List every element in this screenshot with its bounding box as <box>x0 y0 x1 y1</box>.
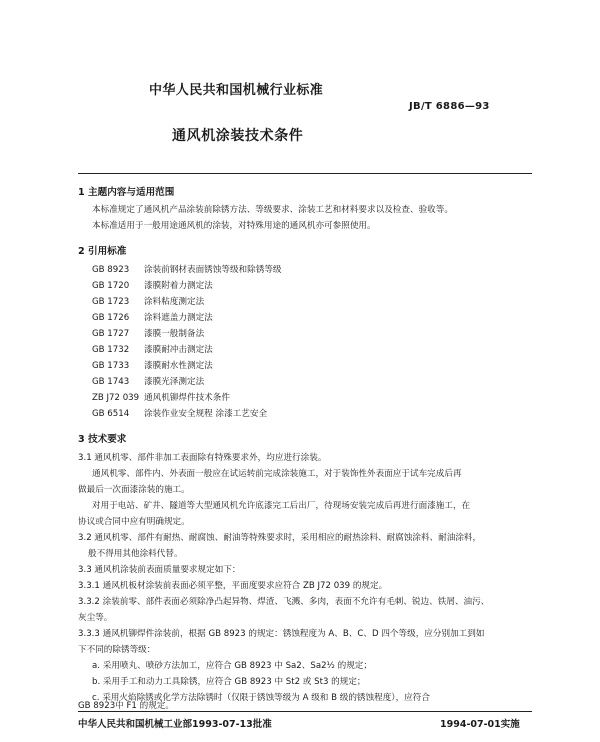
clause-text: 下不同的除锈等级： <box>78 645 156 655</box>
reference-title: 涂料粘度测定法 <box>144 297 205 307</box>
reference-title: 漆膜耐冲击测定法 <box>144 345 213 355</box>
clause-text: 灰尘等。 <box>78 613 113 623</box>
reference-title: 漆膜光泽测定法 <box>144 377 205 387</box>
clause-3-1: 3.1 通风机零、部件非加工表面除有特殊要求外，均应进行涂装。 <box>78 453 327 463</box>
implementation-date: 1994-07-01实施 <box>440 719 520 730</box>
reference-code: GB 8923 <box>92 265 130 275</box>
reference-item <box>92 343 213 355</box>
section-1-paragraph: 本标准适用于一般用途通风机的涂装，对特殊用途的通风机亦可参照使用。 <box>92 221 376 231</box>
reference-item <box>92 295 204 307</box>
reference-item <box>92 375 204 387</box>
approval-info: 中华人民共和国机械工业部1993-07-13批准 <box>78 719 272 730</box>
reference-code: GB 1743 <box>92 377 130 387</box>
section-3-heading: 3 技术要求 <box>78 434 127 445</box>
reference-title: 漆膜附着力测定法 <box>144 281 213 291</box>
reference-item <box>92 263 282 275</box>
clause-3-3-1: 3.3.1 通风机板材涂装前表面必须平整，平面度要求应符合 ZB J72 039 的规定。 <box>78 581 388 591</box>
reference-item <box>92 327 204 339</box>
section-1-heading: 1 主题内容与适用范围 <box>78 187 175 198</box>
reference-item <box>92 391 230 403</box>
clause-text: 般不得用其他涂料代替。 <box>88 549 183 559</box>
clause-3-2: 3.2 通风机零、部件有耐热、耐腐蚀、耐油等特殊要求时，采用相应的耐热涂料、耐腐蚀涂料、耐油涂料， <box>78 533 482 543</box>
reference-title: 通风机铆焊件技术条件 <box>144 393 230 403</box>
reference-item <box>92 311 213 323</box>
footer-divider <box>78 711 532 712</box>
reference-item <box>92 407 267 419</box>
reference-code: GB 1726 <box>92 313 130 323</box>
section-2-heading: 2 引用标准 <box>78 246 127 257</box>
standard-code: JB/T 6886—93 <box>409 101 490 112</box>
list-item-c: c. 采用火焰除锈或化学方法除锈时（仅限于锈蚀等级为 A 级和 B 级的锈蚀程度），应符合 <box>92 693 430 703</box>
clause-text: 协议或合同中应有明确规定。 <box>78 517 190 527</box>
reference-code: GB 1727 <box>92 329 130 339</box>
clause-text: 通风机零、部件内、外表面一般应在试运转前完成涂装施工，对于装饰性外表面应于试车完成后再 <box>92 469 462 479</box>
reference-title: 漆膜耐水性测定法 <box>144 361 213 371</box>
reference-item <box>92 279 213 291</box>
reference-code: GB 1733 <box>92 361 130 371</box>
reference-code: GB 1732 <box>92 345 130 355</box>
standard-organization: 中华人民共和国机械行业标准 <box>149 83 324 98</box>
list-item-b: b. 采用手工和动力工具除锈，应符合 GB 8923 中 St2 或 St3 的规定； <box>92 677 366 687</box>
section-1-paragraph: 本标准规定了通风机产品涂装前除锈方法、等级要求、涂装工艺和材料要求以及检查、验收等。 <box>92 205 453 215</box>
reference-title: 涂装作业安全规程 涂漆工艺安全 <box>144 409 268 419</box>
clause-3-3-3: 3.3.3 通风机铆焊件涂装前，根据 GB 8923 的规定：锈蚀程度为 A、B、C、D 四个等级，应分别加工到如 <box>78 629 485 639</box>
clause-text: 做最后一次面漆涂装的施工。 <box>78 485 190 495</box>
reference-code: ZB J72 039 <box>92 393 140 403</box>
header-divider <box>78 173 532 174</box>
reference-title: 涂料遮盖力测定法 <box>144 313 213 323</box>
clause-3-3-2: 3.3.2 涂装前零、部件表面必须除净凸起异物、焊渣、飞溅、多肉，表面不允许有毛刺、锐边、铁屑、油污、 <box>78 597 490 607</box>
reference-code: GB 6514 <box>92 409 130 419</box>
reference-code: GB 1723 <box>92 297 130 307</box>
clause-text: GB 8923中 F1 的规定。 <box>78 701 175 711</box>
reference-title: 涂装前钢材表面锈蚀等级和除锈等级 <box>144 265 282 275</box>
list-item-a: a. 采用喷丸、喷砂方法加工，应符合 GB 8923 中 Sa2、Sa2½ 的规定； <box>92 661 372 671</box>
document-title: 通风机涂装技术条件 <box>172 128 304 144</box>
clause-text: 对用于电站、矿井、隧道等大型通风机允许底漆完工后出厂，待现场安装完成后再进行面漆施工，在 <box>92 501 471 511</box>
clause-3-3: 3.3 通风机涂装前表面质量要求规定如下： <box>78 565 241 575</box>
reference-item <box>92 359 213 371</box>
reference-code: GB 1720 <box>92 281 130 291</box>
reference-title: 漆膜一般制备法 <box>144 329 205 339</box>
